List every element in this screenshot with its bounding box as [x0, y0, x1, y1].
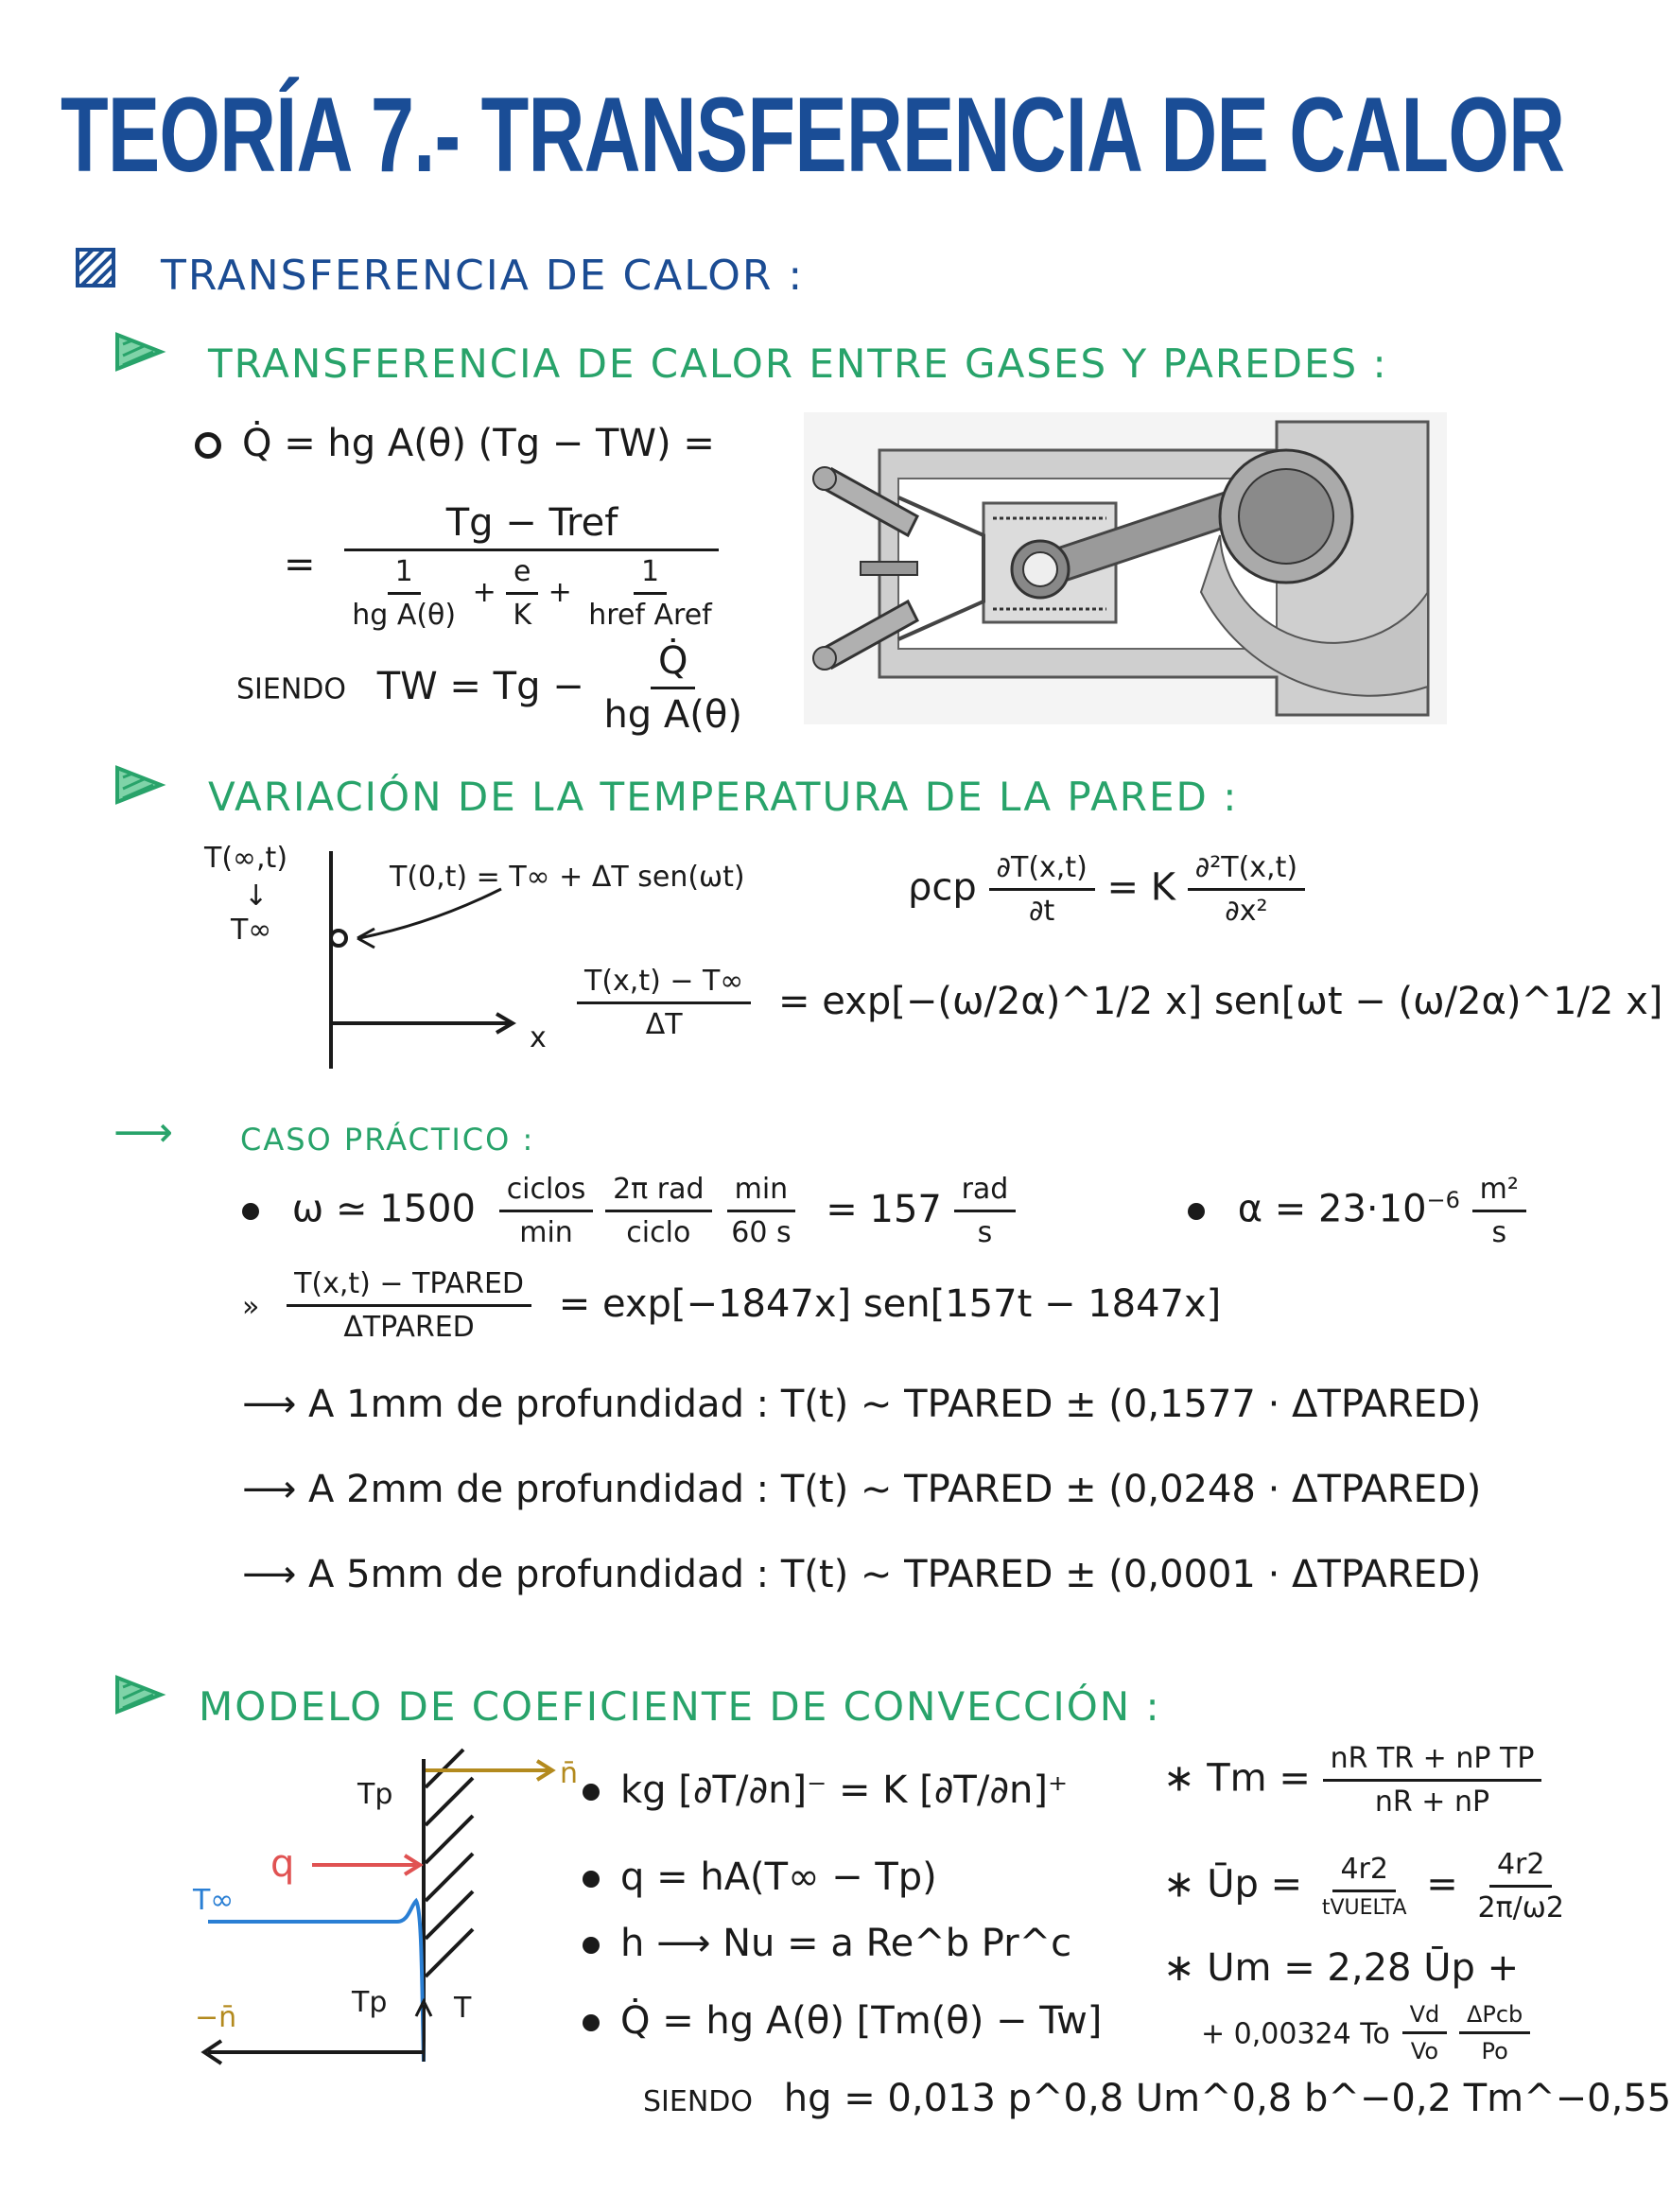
depth-result-1mm: ⟶ A 1mm de profundidad : T(t) ~ TPARED ± (0,1577 · ΔTPARED) [242, 1383, 1482, 1426]
result-rhs: = exp[−1847x] sen[157t − 1847x] [558, 1281, 1222, 1326]
um-f2-den: Po [1481, 2038, 1508, 2064]
graph-y-label: T(∞,t) [204, 842, 288, 875]
omega-f3-den: 60 s [731, 1216, 792, 1249]
tm-num: nR TR + nP TP [1323, 1742, 1542, 1782]
up-den1: tVUELTA [1321, 1896, 1407, 1920]
section-heading: TRANSFERENCIA DE CALOR : [161, 252, 805, 300]
up-den2: 2π/ω2 [1477, 1891, 1564, 1925]
um-definition-line1: ∗ Um = 2,28 Ūp + [1163, 1946, 1520, 1990]
siendo-label: SIENDO [236, 672, 347, 706]
alpha-value [1188, 1173, 1526, 1249]
term3-denominator: href Aref [588, 599, 712, 632]
omega-f3-num: min [727, 1173, 796, 1212]
tm-den: nR + nP [1374, 1785, 1490, 1819]
plus-sign: + [472, 576, 496, 609]
tp-bottom-label: Tp [352, 1986, 388, 2019]
up-equals: = [1426, 1862, 1458, 1907]
omega-f2-den: ciclo [626, 1216, 691, 1249]
down-arrow-icon: ↓ [244, 880, 269, 913]
triangle-bullet-icon [113, 764, 165, 810]
fraction-numerator: Tg − Tref [344, 501, 719, 551]
alpha-unit-den: s [1491, 1216, 1507, 1249]
omega-f2-num: 2π rad [605, 1173, 711, 1212]
omega-f1-num: ciclos [499, 1173, 594, 1212]
up-num1: 4r2 [1332, 1853, 1396, 1892]
subheading-gases-paredes: TRANSFERENCIA DE CALOR ENTRE GASES Y PAREDES : [208, 340, 1388, 387]
graph-tinf-label: T∞ [231, 914, 272, 947]
tw-lhs: TW = Tg − [376, 664, 584, 708]
term3-numerator: 1 [634, 555, 667, 595]
depth-result-5mm: ⟶ A 5mm de profundidad : T(t) ~ TPARED ± (0,0001 · ΔTPARED) [242, 1553, 1482, 1596]
alpha-unit-num: m² [1472, 1173, 1526, 1212]
eq-qdot: Q̇ = hg A(θ) [Tm(θ) − Tw] [620, 1999, 1103, 2043]
hatched-square-icon [76, 248, 115, 291]
pde-rho-cp: ρcp [908, 865, 977, 910]
omega-unit-num: rad [954, 1173, 1017, 1212]
omega-unit-den: s [977, 1216, 993, 1249]
heat-flux-eq1: Q̇ = hg A(θ) (Tg − TW) = [242, 422, 715, 465]
result-prefix: » [242, 1290, 260, 1324]
siendo-label: SIENDO [643, 2085, 754, 2118]
graph-x-label: x [530, 1021, 547, 1054]
omega-result: = 157 [826, 1187, 942, 1231]
pde-num2: ∂²T(x,t) [1188, 851, 1305, 891]
tm-definition [1163, 1742, 1541, 1819]
up-num2: 4r2 [1489, 1848, 1553, 1888]
heat-flux-fraction [284, 501, 727, 632]
depth-result-2mm: ⟶ A 2mm de profundidad : T(t) ~ TPARED ± (0,0248 · ΔTPARED) [242, 1468, 1482, 1511]
solution-numerator: T(x,t) − T∞ [577, 965, 751, 1004]
um-f2-num: ΔPcb [1459, 2001, 1530, 2034]
term2-denominator: K [513, 599, 532, 632]
triangle-bullet-icon [113, 1674, 165, 1719]
term2-numerator: e [506, 555, 538, 595]
term1-denominator: hg A(θ) [352, 599, 457, 632]
eq-h: h ⟶ Nu = a Re^b Pr^c [620, 1922, 1072, 1965]
alpha-lhs: α = 23·10 [1237, 1187, 1427, 1231]
heat-equation-pde [908, 851, 1305, 928]
up-lhs: ∗ Ūp = [1163, 1862, 1303, 1907]
right-arrow-icon: ⟶ [113, 1108, 174, 1157]
eq-hg: hg = 0,013 p^0,8 Um^0,8 b^−0,2 Tm^−0,55 [783, 2077, 1671, 2120]
interface-flux-equation [583, 1768, 1068, 1812]
solution-rhs: = exp[−(ω/2α)^1/2 x] sen[ωt − (ω/2α)^1/2 x] [778, 979, 1663, 1023]
um-definition-line2 [1201, 2001, 1530, 2064]
qdot-equation [583, 1999, 1102, 2043]
um-line2-left: + 0,00324 To [1201, 2017, 1390, 2051]
wall-temperature-equation [236, 639, 750, 737]
eq-k: kg [∂T/∂n]⁻ = K [∂T/∂n]⁺ [620, 1768, 1069, 1812]
term1-numerator: 1 [388, 555, 421, 595]
engine-cylinder-illustration [804, 412, 1447, 728]
pde-den1: ∂t [1029, 895, 1055, 928]
convection-q-equation [583, 1855, 937, 1899]
nusselt-equation [583, 1922, 1071, 1965]
t-axis-label: T [454, 1992, 472, 2025]
tm-lhs: ∗ Tm = [1163, 1756, 1311, 1801]
q-label: q [270, 1842, 295, 1886]
um-f1-num: Vd [1402, 2001, 1448, 2034]
plus-sign: + [548, 576, 572, 609]
equals-sign: = [284, 543, 316, 586]
eq-q: q = hA(T∞ − Tp) [620, 1855, 937, 1899]
um-f1-den: Vo [1410, 2038, 1439, 2064]
caso-practico-heading: CASO PRÁCTICO : [240, 1122, 535, 1158]
pde-k: = K [1106, 865, 1175, 910]
caso-solution [242, 1267, 1221, 1344]
alpha-exponent: −6 [1426, 1187, 1460, 1214]
pde-den2: ∂x² [1225, 895, 1268, 928]
qdot-numerator: Q̇ [651, 639, 695, 689]
omega-f1-den: min [519, 1216, 573, 1249]
omega-calculation [242, 1173, 1016, 1249]
result-numerator: T(x,t) − TPARED [287, 1267, 531, 1307]
tinf-label: T∞ [193, 1884, 235, 1917]
hg-denominator: hg A(θ) [603, 693, 742, 737]
neg-n-label: −n̄ [195, 2001, 237, 2034]
omega-lhs: ω ≃ 1500 [291, 1187, 476, 1231]
wall-temperature-solution [577, 965, 1662, 1041]
subheading-variacion: VARIACIÓN DE LA TEMPERATURA DE LA PARED : [208, 774, 1239, 820]
pde-num1: ∂T(x,t) [989, 851, 1095, 891]
up-definition [1163, 1848, 1572, 1925]
heat-flux-equation [195, 422, 715, 465]
triangle-bullet-icon [113, 331, 165, 376]
n-bar-label: n̄ [560, 1757, 579, 1790]
boundary-condition: T(0,t) = T∞ + ΔT sen(ωt) [390, 861, 745, 894]
page-title: TEORÍA 7.- TRANSFERENCIA DE CALOR [61, 76, 1565, 194]
tp-top-label: Tp [357, 1778, 393, 1811]
subheading-conveccion: MODELO DE COEFICIENTE DE CONVECCIÓN : [199, 1683, 1161, 1730]
solution-denominator: ΔT [645, 1008, 683, 1041]
result-denominator: ΔTPARED [343, 1311, 475, 1344]
hg-correlation [643, 2077, 1671, 2120]
